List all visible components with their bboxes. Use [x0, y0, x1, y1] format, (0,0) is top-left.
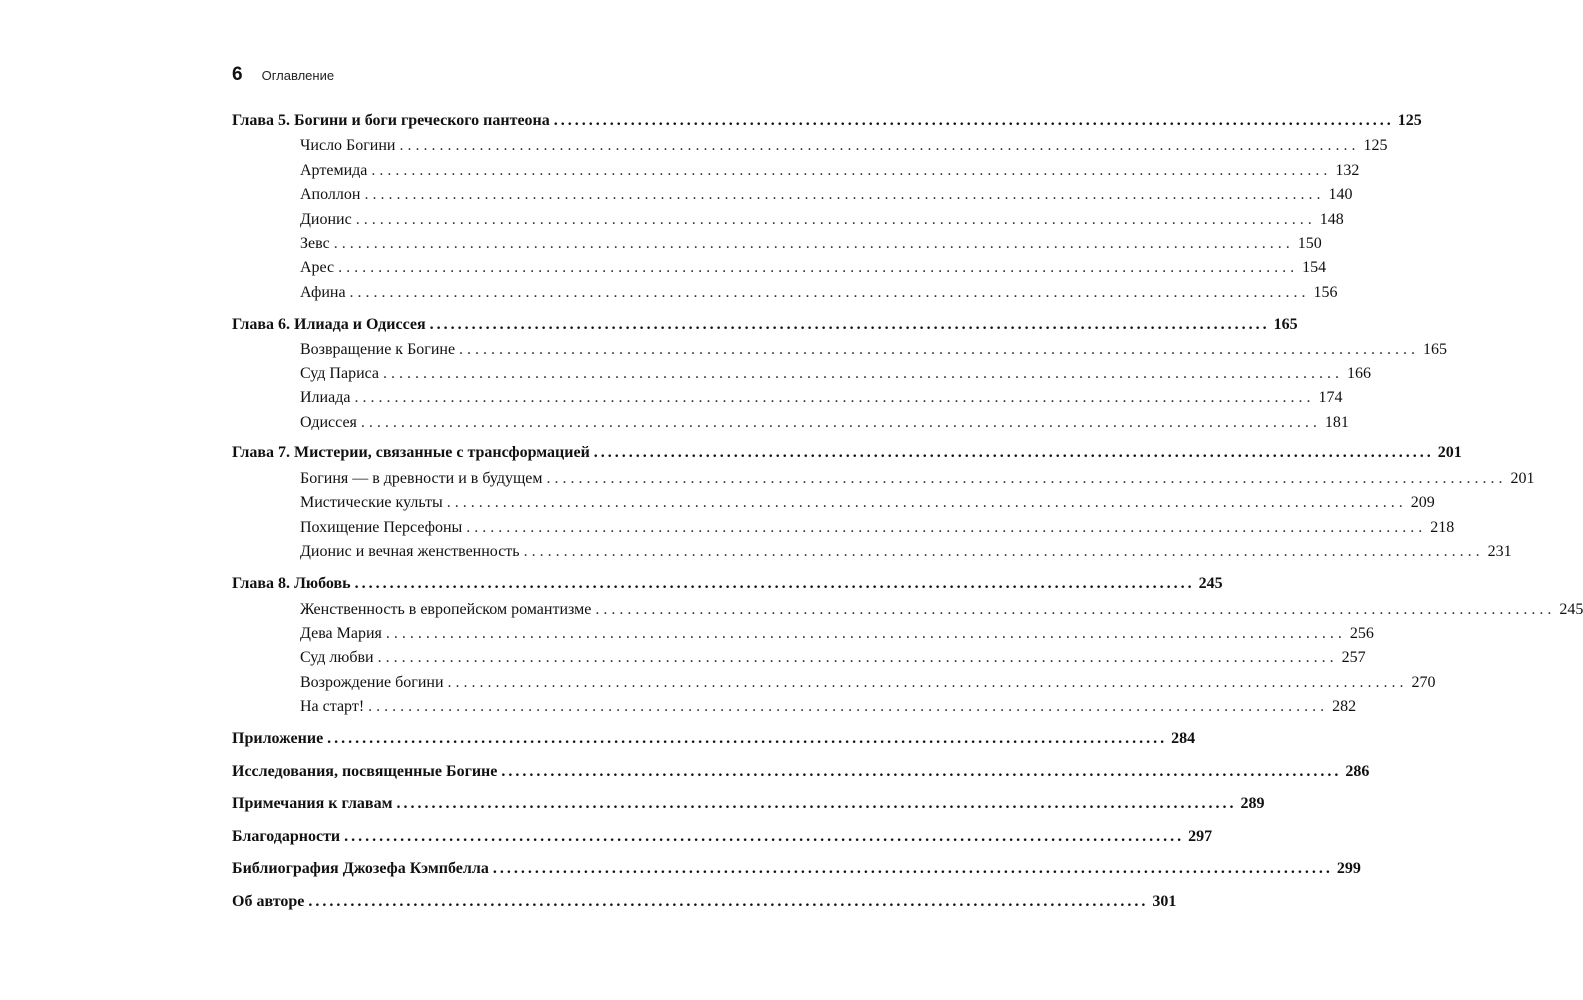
- toc-entry-title: Глава 8. Любовь: [232, 575, 351, 592]
- toc-entry-title: Дионис: [300, 211, 352, 228]
- toc-entry-page: 286: [1345, 763, 1370, 780]
- toc-entry-page: 209: [1410, 494, 1435, 511]
- toc-entry-page: 156: [1313, 284, 1338, 301]
- dot-leader: ........................................................................................................................: [344, 828, 1185, 845]
- dot-leader: ........................................................................................................................: [595, 601, 1556, 618]
- dot-leader: ........................................................................................................................: [396, 795, 1237, 812]
- toc-entry-page: 245: [1198, 575, 1223, 592]
- toc-entry-page: 201: [1437, 444, 1462, 461]
- toc-entry-page: 299: [1336, 860, 1361, 877]
- running-title: Оглавление: [261, 68, 335, 83]
- toc-entry-page: 140: [1328, 186, 1353, 203]
- toc-chapter[interactable]: [232, 890, 1177, 914]
- toc-entry-page: 181: [1324, 414, 1349, 431]
- toc-entry-page: 154: [1302, 259, 1327, 276]
- dot-leader: ........................................................................................................................: [459, 341, 1420, 358]
- toc-section[interactable]: [300, 646, 1366, 670]
- toc-section[interactable]: [300, 411, 1349, 435]
- toc-chapter[interactable]: [232, 441, 1462, 465]
- dot-leader: ........................................................................................................................: [501, 763, 1342, 780]
- dot-leader: ........................................................................................................................: [385, 625, 1346, 642]
- dot-leader: ........................................................................................................................: [523, 543, 1484, 560]
- dot-leader: ........................................................................................................................: [429, 316, 1270, 333]
- toc-entry-title: Исследования, посвященные Богине: [232, 763, 498, 780]
- toc-section[interactable]: [300, 256, 1327, 280]
- toc-entry-title: Суд Париса: [300, 365, 380, 382]
- toc-entry-title: Библиография Джозефа Кэмпбелла: [232, 860, 489, 877]
- toc-section[interactable]: [300, 671, 1436, 695]
- toc-entry-page: 166: [1347, 365, 1372, 382]
- toc-entry-title: Возрождение богини: [300, 674, 444, 691]
- toc-section[interactable]: [300, 232, 1322, 256]
- toc-entry-page: 165: [1273, 316, 1298, 333]
- dot-leader: ........................................................................................................................: [546, 470, 1507, 487]
- toc-section[interactable]: [300, 622, 1374, 646]
- header-page-number: 6: [232, 64, 243, 85]
- toc-entry-title: Богиня — в древности и в будущем: [300, 470, 543, 487]
- toc-section[interactable]: [300, 491, 1435, 515]
- toc-entry-page: 125: [1363, 137, 1388, 154]
- toc-entry-page: 125: [1397, 112, 1422, 129]
- toc-entry-page: 256: [1349, 625, 1374, 642]
- toc-entry-title: Дева Мария: [300, 625, 382, 642]
- toc-chapter[interactable]: [232, 109, 1422, 133]
- toc-entry-page: 201: [1510, 470, 1535, 487]
- toc-section[interactable]: [300, 208, 1344, 232]
- toc-entry-page: 174: [1318, 389, 1343, 406]
- dot-leader: ........................................................................................................................: [364, 186, 1325, 203]
- toc-entry-page: 301: [1152, 893, 1177, 910]
- toc-section[interactable]: [300, 598, 1583, 622]
- toc-section[interactable]: [300, 695, 1357, 719]
- dot-leader: ........................................................................................................................: [355, 211, 1316, 228]
- toc-entry-title: Глава 6. Илиада и Одиссея: [232, 316, 426, 333]
- toc-entry-title: Число Богини: [300, 137, 396, 154]
- page-header: [232, 64, 334, 86]
- dot-leader: ........................................................................................................................: [327, 730, 1168, 747]
- toc-entry-title: Афина: [300, 284, 346, 301]
- toc-entry-title: Зевс: [300, 235, 330, 252]
- toc-chapter[interactable]: [232, 572, 1223, 596]
- toc-entry-page: 218: [1430, 519, 1455, 536]
- toc-entry-page: 231: [1487, 543, 1512, 560]
- dot-leader: ........................................................................................................................: [360, 414, 1321, 431]
- toc-section[interactable]: [300, 362, 1372, 386]
- toc-entry-title: Дионис и вечная женственность: [300, 543, 520, 560]
- toc-entry-title: Арес: [300, 259, 335, 276]
- toc-entry-page: 132: [1335, 162, 1360, 179]
- toc-entry-title: Женственность в европейском романтизме: [300, 601, 592, 618]
- dot-leader: ........................................................................................................................: [333, 235, 1294, 252]
- toc-entry-title: Возвращение к Богине: [300, 341, 456, 358]
- toc-entry-title: Похищение Персефоны: [300, 519, 463, 536]
- toc-entry-title: Артемида: [300, 162, 368, 179]
- toc-entry-page: 150: [1297, 235, 1322, 252]
- toc-entry-title: Мистические культы: [300, 494, 443, 511]
- toc-entry-title: Аполлон: [300, 186, 361, 203]
- toc-entry-page: 257: [1341, 649, 1366, 666]
- toc-section[interactable]: [300, 134, 1388, 158]
- dot-leader: ........................................................................................................................: [492, 860, 1333, 877]
- toc-entry-title: Об авторе: [232, 893, 305, 910]
- dot-leader: ........................................................................................................................: [399, 137, 1360, 154]
- dot-leader: ........................................................................................................................: [354, 389, 1315, 406]
- toc-section[interactable]: [300, 338, 1448, 362]
- toc-entry-title: Благодарности: [232, 828, 341, 845]
- dot-leader: ........................................................................................................................: [368, 698, 1329, 715]
- toc-chapter[interactable]: [232, 760, 1370, 784]
- toc-entry-page: 289: [1240, 795, 1265, 812]
- toc-entry-page: 284: [1171, 730, 1196, 747]
- dot-leader: ........................................................................................................................: [593, 444, 1434, 461]
- dot-leader: ........................................................................................................................: [383, 365, 1344, 382]
- toc-section[interactable]: [300, 467, 1535, 491]
- toc-entry-page: 282: [1332, 698, 1357, 715]
- toc-entry-page: 297: [1188, 828, 1213, 845]
- toc-entry-title: Илиада: [300, 389, 351, 406]
- toc-chapter[interactable]: [232, 825, 1213, 849]
- toc-entry-title: Приложение: [232, 730, 324, 747]
- dot-leader: ........................................................................................................................: [338, 259, 1299, 276]
- toc-entry-page: 270: [1411, 674, 1436, 691]
- toc-entry-title: Глава 5. Богини и боги греческого пантеона: [232, 112, 550, 129]
- dot-leader: ........................................................................................................................: [308, 893, 1149, 910]
- toc-section[interactable]: [300, 281, 1338, 305]
- toc-entry-page: 148: [1319, 211, 1344, 228]
- toc-section[interactable]: [300, 386, 1343, 410]
- toc-section[interactable]: [300, 540, 1512, 564]
- toc-section[interactable]: [300, 516, 1455, 540]
- toc-chapter[interactable]: [232, 792, 1265, 816]
- dot-leader: ........................................................................................................................: [447, 674, 1408, 691]
- dot-leader: ........................................................................................................................: [371, 162, 1332, 179]
- toc-entry-page: 245: [1559, 601, 1583, 618]
- toc-chapter[interactable]: [232, 727, 1196, 751]
- dot-leader: ........................................................................................................................: [377, 649, 1338, 666]
- toc-entry-title: Глава 7. Мистерии, связанные с трансформацией: [232, 444, 590, 461]
- toc-entry-title: На старт!: [300, 698, 365, 715]
- dot-leader: ........................................................................................................................: [354, 575, 1195, 592]
- dot-leader: ........................................................................................................................: [349, 284, 1310, 301]
- toc-section[interactable]: [300, 159, 1360, 183]
- dot-leader: ........................................................................................................................: [466, 519, 1427, 536]
- dot-leader: ........................................................................................................................: [446, 494, 1407, 511]
- toc-entry-page: 165: [1423, 341, 1448, 358]
- toc-entry-title: Примечания к главам: [232, 795, 393, 812]
- toc-section[interactable]: [300, 183, 1353, 207]
- toc-entry-title: Суд любви: [300, 649, 374, 666]
- dot-leader: ........................................................................................................................: [553, 112, 1394, 129]
- toc-chapter[interactable]: [232, 857, 1361, 881]
- toc-chapter[interactable]: [232, 313, 1298, 337]
- toc-entry-title: Одиссея: [300, 414, 357, 431]
